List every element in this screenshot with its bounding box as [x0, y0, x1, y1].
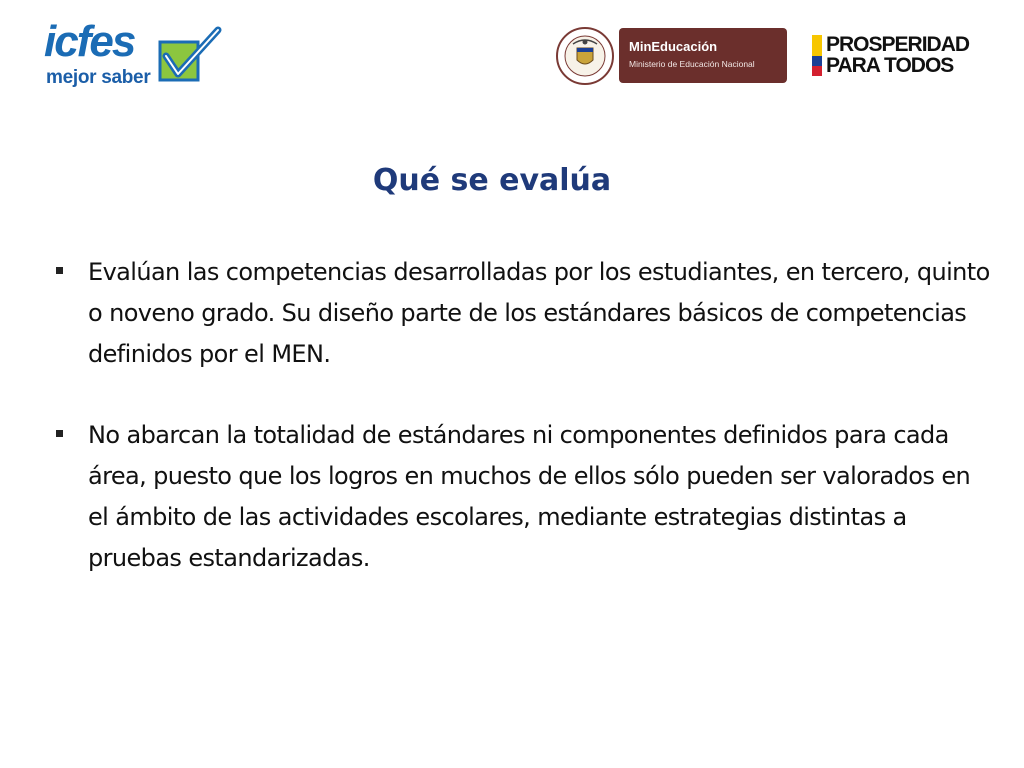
icfes-logo: [44, 17, 224, 92]
bullet-list: [54, 252, 994, 619]
icfes-logo-word: icfes: [44, 17, 135, 66]
prosperidad-logo: [812, 32, 987, 80]
coat-of-arms-icon: [555, 26, 615, 86]
slide-title: Qué se evalúa: [372, 163, 612, 198]
bullet-text: Evalúan las competencias desarrolladas por los estudiantes, en tercero, quinto o noveno grado. Su diseño parte de los estándares básicos de competencias definidos por el MEN.: [88, 258, 990, 368]
prosperidad-line2: PARA TODOS: [826, 54, 954, 77]
mineducacion-title: MinEducación: [629, 39, 718, 54]
check-icon: [154, 26, 224, 86]
mineducacion-logo: [619, 28, 787, 83]
mineducacion-subtitle: Ministerio de Educación Nacional: [629, 59, 755, 69]
prosperidad-line1: PROSPERIDAD: [826, 33, 970, 56]
square-bullet-icon: [56, 267, 63, 274]
icfes-logo-tagline: mejor saber: [46, 67, 151, 88]
square-bullet-icon: [56, 430, 63, 437]
bullet-item: [54, 252, 994, 375]
bullet-item: [54, 415, 994, 579]
colombia-flag-icon: [812, 35, 822, 76]
bullet-text: No abarcan la totalidad de estándares ni componentes definidos para cada área, puesto que los logros en muchos de ellos sólo pueden ser valorados en el ámbito de las actividades escolares, mediante estrategias distintas a pruebas estandarizadas.: [88, 421, 971, 572]
